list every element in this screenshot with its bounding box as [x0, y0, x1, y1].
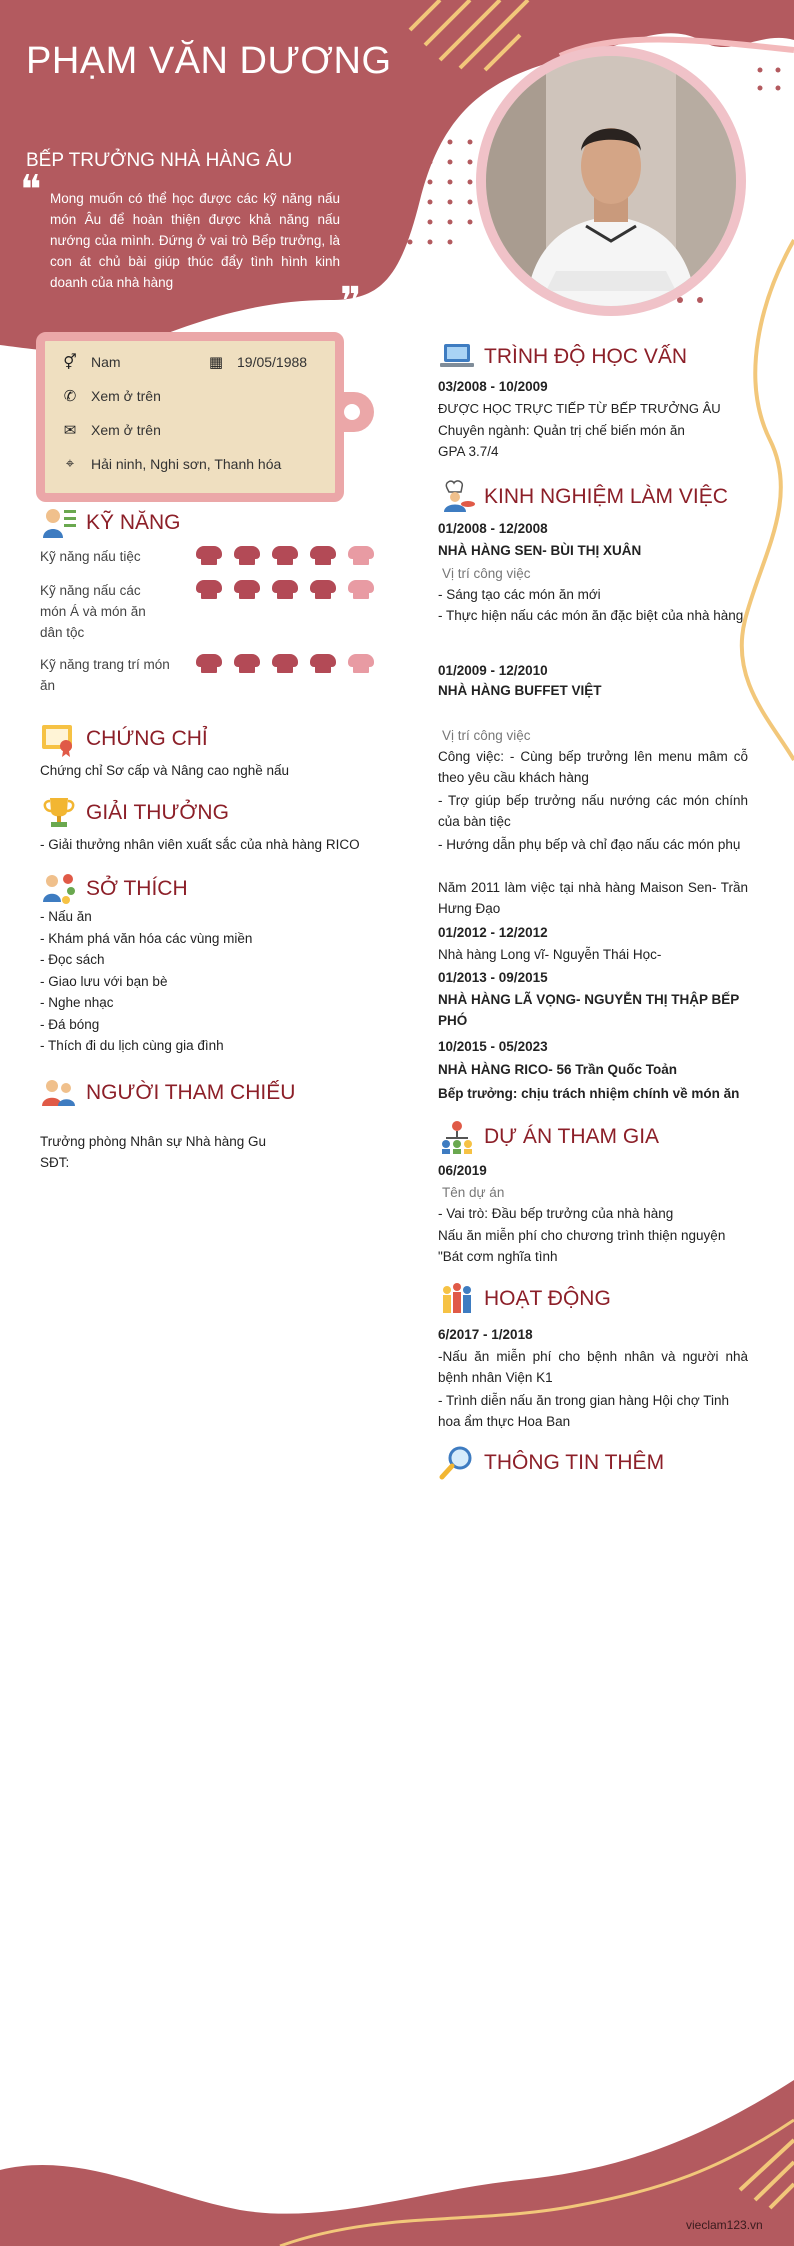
- job2-period: 01/2009 - 12/2010: [438, 663, 548, 678]
- job5-company: NHÀ HÀNG RICO- 56 Trần Quốc Toản: [438, 1062, 678, 1077]
- gender-value: Nam: [91, 354, 121, 370]
- job2-desc1: Công việc: - Cùng bếp trưởng lên menu mâm cỗ theo yêu cầu khách hàng: [438, 749, 748, 785]
- chef-hat-icon: [234, 580, 260, 600]
- phone-value: Xem ở trên: [91, 388, 161, 404]
- project-name: Tên dự án: [442, 1185, 505, 1200]
- references-title: NGƯỜI THAM CHIẾU: [86, 1081, 296, 1104]
- job5-period: 10/2015 - 05/2023: [438, 1039, 548, 1054]
- references-heading: [40, 1074, 295, 1112]
- certificates-title: CHỨNG CHỈ: [86, 727, 208, 750]
- chef-hat-icon: [348, 580, 374, 600]
- location-icon: ⌖: [65, 455, 75, 472]
- chef-hat-icon: [272, 654, 298, 674]
- job2-desc3: - Hướng dẫn phụ bếp và chỉ đạo nấu các món phụ: [438, 837, 741, 852]
- project-period: 06/2019: [438, 1163, 487, 1178]
- candidate-name: PHẠM VĂN DƯƠNG: [26, 40, 392, 82]
- skills-title: KỸ NĂNG: [86, 511, 181, 534]
- job1-desc2: - Thực hiện nấu các món ăn đặc biệt của nhà hàng: [438, 608, 744, 623]
- activity-period: 6/2017 - 1/2018: [438, 1327, 533, 1342]
- experience-heading: [438, 478, 728, 516]
- job2-position: Vị trí công việc: [442, 728, 531, 743]
- email-icon: ✉: [63, 422, 77, 439]
- chef-hat-icon: [272, 546, 298, 566]
- skills-heading: [40, 504, 181, 542]
- address-value: Hải ninh, Nghi sơn, Thanh hóa: [91, 455, 282, 472]
- activities-icon: [438, 1280, 476, 1318]
- gender-icon: ⚥: [63, 354, 77, 371]
- job5-role: Bếp trưởng: chịu trách nhiệm chính về món ăn: [438, 1086, 740, 1101]
- job2-company: NHÀ HÀNG BUFFET VIỆT: [438, 683, 602, 698]
- job4-company: NHÀ HÀNG LÃ VỌNG- NGUYỄN THỊ THẬP BẾP PHÓ: [438, 992, 740, 1028]
- chef-hat-icon: [234, 546, 260, 566]
- quote-open-icon: ❝: [20, 167, 42, 213]
- chef-hat-icon: [348, 654, 374, 674]
- chef-portrait-illustration: [486, 56, 736, 306]
- job2-desc2: - Trợ giúp bếp trưởng nấu nướng các món chính của bàn tiệc: [438, 793, 748, 829]
- job-title: BẾP TRƯỞNG NHÀ HÀNG ÂU: [26, 150, 293, 171]
- projects-title: DỰ ÁN THAM GIA: [484, 1125, 660, 1148]
- job1-desc1: - Sáng tạo các món ăn mới: [438, 587, 601, 602]
- list-item: - Đọc sách: [40, 952, 105, 967]
- hobbies-heading: [40, 870, 188, 908]
- list-item: - Đá bóng: [40, 1016, 100, 1032]
- list-item: - Nghe nhạc: [40, 995, 114, 1010]
- chef-hat-icon: [196, 580, 222, 600]
- skill-rating: [196, 580, 374, 600]
- skill-label: Kỹ năng nấu tiệc: [40, 549, 141, 564]
- chef-hat-icon: [348, 546, 374, 566]
- skill-rating: [196, 654, 374, 674]
- contact-gender: [59, 353, 121, 371]
- list-item: - Nấu ăn: [40, 909, 92, 924]
- career-objective: Mong muốn có thể học được các kỹ năng nấu món Âu để hoàn thiện được khả năng nấu nướng của mình. Đứng ở vai trò Bếp trưởng, là con át chủ bài giúp thúc đẩy tình hình kinh doanh của nhà hàng: [50, 191, 340, 290]
- chef-hat-icon: [310, 546, 336, 566]
- hobbies-title: SỞ THÍCH: [86, 877, 188, 900]
- chef-cooking-icon: [438, 478, 476, 516]
- project-role: - Vai trò: Đầu bếp trưởng của nhà hàng: [438, 1206, 674, 1221]
- skills-icon: [40, 504, 78, 542]
- cutting-board-hole: [344, 404, 360, 420]
- activities-title: HOẠT ĐỘNG: [484, 1287, 611, 1310]
- projects-heading: [438, 1118, 659, 1156]
- skill-rating: [196, 546, 374, 566]
- profile-photo-frame: [476, 46, 746, 316]
- job2-desc4: Năm 2011 làm việc tại nhà hàng Maison Sen- Trần Hưng Đạo: [438, 880, 748, 916]
- skill-label: Kỹ năng trang trí món ăn: [40, 657, 170, 693]
- hobbies-list: [40, 906, 252, 1057]
- laptop-icon: [438, 338, 476, 376]
- birthday-value: 19/05/1988: [237, 354, 308, 370]
- job3-company: Nhà hàng Long vĩ- Nguyễn Thái Học-: [438, 947, 662, 962]
- job1-company: NHÀ HÀNG SEN- BÙI THỊ XUÂN: [438, 543, 642, 558]
- additional-info-heading: [438, 1444, 664, 1482]
- chef-hat-icon: [196, 546, 222, 566]
- contact-birthday: [205, 353, 307, 371]
- hobbies-icon: [40, 870, 78, 908]
- activity-desc1: -Nấu ăn miễn phí cho bệnh nhân và người nhà bệnh nhân Viện K1: [438, 1349, 748, 1385]
- contact-card: [36, 332, 344, 502]
- education-major: Chuyên ngành: Quản trị chế biến món ăn: [438, 423, 685, 438]
- additional-info-title: THÔNG TIN THÊM: [484, 1451, 665, 1474]
- awards-title: GIẢI THƯỞNG: [86, 801, 229, 824]
- award-text: - Giải thưởng nhân viên xuất sắc của nhà hàng RICO: [40, 837, 360, 852]
- education-period: 03/2008 - 10/2009: [438, 379, 548, 394]
- awards-heading: [40, 794, 229, 832]
- education-heading: [438, 338, 687, 376]
- project-desc: Nấu ăn miễn phí cho chương trình thiện nguyện "Bát cơm nghĩa tình: [438, 1228, 726, 1264]
- email-value: Xem ở trên: [91, 422, 161, 438]
- phone-icon: ✆: [63, 388, 77, 405]
- certificate-icon: [40, 720, 78, 758]
- education-school: ĐƯỢC HỌC TRỰC TIẾP TỪ BẾP TRƯỞNG ÂU: [438, 401, 721, 416]
- activity-desc2: - Trình diễn nấu ăn trong gian hàng Hội chợ Tinh hoa ẩm thực Hoa Ban: [438, 1393, 730, 1429]
- job3-period: 01/2012 - 12/2012: [438, 925, 548, 940]
- education-gpa: GPA 3.7/4: [438, 444, 499, 459]
- education-title: TRÌNH ĐỘ HỌC VẤN: [484, 345, 688, 368]
- contact-email: [59, 421, 161, 439]
- skill-label: Kỹ năng nấu các món Á và món ăn dân tộc: [40, 583, 146, 640]
- job1-period: 01/2008 - 12/2008: [438, 521, 548, 536]
- reference-name: Trưởng phòng Nhân sự Nhà hàng Gu: [40, 1134, 267, 1149]
- activities-heading: [438, 1280, 611, 1318]
- quote-close-icon: ❞: [340, 279, 362, 325]
- magnifier-icon: [438, 1444, 476, 1482]
- site-watermark: vieclam123.vn: [686, 2218, 763, 2232]
- list-item: - Thích đi du lịch cùng gia đình: [40, 1038, 224, 1053]
- list-item: - Giao lưu với bạn bè: [40, 973, 168, 989]
- list-item: - Khám phá văn hóa các vùng miền: [40, 930, 253, 946]
- chef-portrait-photo: [486, 56, 736, 306]
- job4-period: 01/2013 - 09/2015: [438, 970, 548, 985]
- chef-hat-icon: [310, 580, 336, 600]
- chef-hat-icon: [196, 654, 222, 674]
- contact-phone: [59, 387, 161, 405]
- reference-phone: SĐT:: [40, 1155, 70, 1170]
- chef-hat-icon: [272, 580, 298, 600]
- experience-title: KINH NGHIỆM LÀM VIỆC: [484, 485, 728, 508]
- chef-hat-icon: [310, 654, 336, 674]
- project-team-icon: [438, 1118, 476, 1156]
- calendar-icon: ▦: [208, 354, 224, 371]
- contact-address: [59, 455, 281, 472]
- trophy-icon: [40, 794, 78, 832]
- certificates-heading: [40, 720, 208, 758]
- chef-hat-icon: [234, 654, 260, 674]
- certificate-text: Chứng chỉ Sơ cấp và Nâng cao nghề nấu: [40, 763, 290, 778]
- job1-position: Vị trí công việc: [442, 566, 531, 581]
- references-icon: [40, 1074, 78, 1112]
